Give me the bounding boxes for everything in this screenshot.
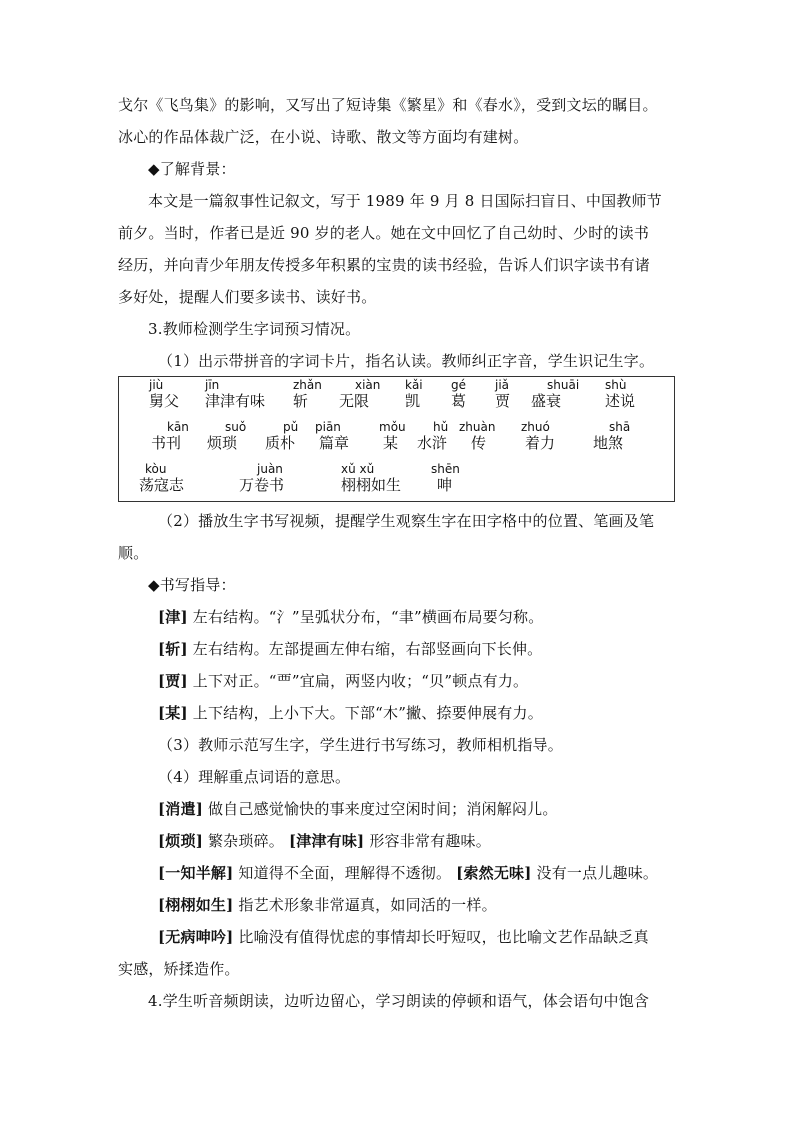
step-heading: 3.教师检测学生字词预习情况。: [148, 320, 361, 338]
word: 津津有味: [205, 392, 266, 410]
definition: [158, 926, 649, 948]
pinyin: pǔ: [283, 420, 299, 434]
word: 书刊: [151, 434, 182, 452]
word: 舅父: [149, 392, 180, 410]
word: 着力: [525, 434, 556, 452]
word-item: [149, 379, 179, 411]
pinyin: shēn: [431, 462, 460, 476]
pinyin: jiǎ: [495, 378, 510, 392]
tag: [贾]: [158, 672, 188, 690]
pinyin: zhuàn: [459, 420, 496, 434]
pinyin: suǒ: [225, 420, 247, 434]
word-item: [207, 421, 246, 453]
paragraph-line: 本文是一篇叙事性记叙文，写于 1989 年 9 月 8 日国际扫盲日、中国教师节: [148, 192, 662, 210]
definition: [158, 830, 491, 852]
paragraph-line: 戈尔《飞鸟集》的影响，又写出了短诗集《繁星》和《春水》，受到文坛的瞩目。: [118, 96, 658, 114]
term: [消遣]: [158, 800, 203, 818]
word: 水浒: [417, 434, 448, 452]
definition-text: 没有一点儿趣味。: [536, 864, 659, 882]
word-row: [119, 421, 674, 457]
word: 篇章: [319, 434, 350, 452]
paragraph-line: 多好处，提醒人们要多读书、读好书。: [118, 288, 377, 306]
pinyin: mǒu: [379, 420, 406, 434]
pinyin: jīn: [205, 378, 220, 392]
pinyin: shù: [605, 378, 627, 392]
term: [栩栩如生]: [158, 896, 234, 914]
definition-text: 做自己感觉愉快的事来度过空闲时间；消闲解闷儿。: [207, 800, 558, 818]
word-item: [531, 379, 579, 411]
term: [一知半解]: [158, 864, 234, 882]
word-item: [265, 421, 298, 453]
word-item: [605, 379, 635, 411]
pinyin: shuāi: [547, 378, 580, 392]
pinyin: zhuó: [521, 420, 550, 434]
word-item: [593, 421, 630, 453]
word: 斩: [293, 392, 309, 410]
step-item: （3）教师示范写生字，学生进行书写练习，教师相机指导。: [158, 736, 563, 754]
term: [津津有味]: [288, 832, 365, 850]
section-heading: ◆书写指导：: [148, 576, 236, 594]
step-item: （2）播放生字书写视频，提醒学生观察生字在田字格中的位置、笔画及笔: [158, 512, 655, 530]
word: 某: [383, 434, 399, 452]
word: 万卷书: [239, 476, 285, 494]
paragraph-line: 冰心的作品体裁广泛，在小说、诗歌、散文等方面均有建树。: [118, 128, 529, 146]
writing-tip: [158, 606, 543, 628]
word-row: [119, 379, 674, 415]
word-item: [459, 421, 495, 453]
term: [烦琐]: [158, 832, 203, 850]
word: 荡寇志: [139, 476, 185, 494]
step-item: （1）出示带拼音的字词卡片，指名认读。教师纠正字音，学生识记生字。: [158, 352, 655, 370]
word: 栩栩如生: [341, 476, 402, 494]
word-item: [495, 379, 510, 411]
word: 呻: [437, 476, 453, 494]
definition: [158, 798, 558, 820]
tip-text: 左右结构。左部提画左伸右缩，右部竖画向下长伸。: [192, 640, 543, 658]
term: [索然无味]: [456, 864, 532, 882]
pinyin: jiù: [149, 378, 164, 392]
word: 地煞: [593, 434, 624, 452]
tip-text: 上下结构，上小下大。下部“木”撇、捺要伸展有力。: [192, 704, 543, 722]
term: [无病呻吟]: [158, 928, 234, 946]
writing-tip: [158, 670, 528, 692]
word-item: [379, 421, 406, 453]
paragraph-line: 经历，并向青少年朋友传授多年积累的宝贵的读书经验，告诉人们识字读书有诸: [118, 256, 651, 274]
pinyin: shā: [609, 420, 631, 434]
word: 质朴: [265, 434, 296, 452]
word: 烦琐: [207, 434, 238, 452]
word-item: [293, 379, 322, 411]
step-heading: 4.学生听音频朗读，边听边留心，学习朗读的停顿和语气，体会语句中饱含: [148, 992, 650, 1010]
definition-text: 繁杂琐碎。: [207, 832, 284, 850]
definition-text: 指艺术形象非常逼真，如同活的一样。: [238, 896, 497, 914]
pinyin: zhǎn: [293, 378, 322, 392]
word-item: [341, 463, 401, 495]
pinyin: xǔ xǔ: [341, 462, 375, 476]
paragraph-line: 前夕。当时，作者已是近 90 岁的老人。她在文中回忆了自己幼时、少时的读书: [118, 224, 650, 242]
writing-tip: [158, 702, 543, 724]
step-item: （4）理解重点词语的意思。: [158, 768, 351, 786]
pinyin: juàn: [257, 462, 283, 476]
word-item: [431, 463, 460, 495]
pinyin: piān: [315, 420, 341, 434]
word-item: [151, 421, 189, 453]
definition-text: 知道得不全面，理解得不透彻。: [238, 864, 452, 882]
word: 无限: [339, 392, 370, 410]
word: 凯: [405, 392, 421, 410]
tag: [津]: [158, 608, 188, 626]
pinyin: kòu: [145, 462, 167, 476]
word-card: [118, 376, 675, 502]
word-item: [239, 463, 284, 495]
pinyin: kān: [167, 420, 189, 434]
tip-text: 上下对正。“覀”宜扁，两竖内收；“贝”顿点有力。: [192, 672, 529, 690]
section-heading: ◆了解背景：: [148, 160, 236, 178]
definition-text: 比喻没有值得忧虑的事情却长吁短叹，也比喻文艺作品缺乏真: [238, 928, 649, 946]
pinyin: xiàn: [355, 378, 381, 392]
word-item: [205, 379, 265, 411]
writing-tip: [158, 638, 542, 660]
paragraph-line: 实感，矫揉造作。: [118, 960, 240, 978]
pinyin: gé: [451, 378, 466, 392]
word: 述说: [605, 392, 636, 410]
definition-text: 形容非常有趣味。: [369, 832, 491, 850]
definition: [158, 894, 497, 916]
word-item: [405, 379, 423, 411]
paragraph-line: 顺。: [118, 544, 149, 562]
word: 传: [471, 434, 487, 452]
word-item: [339, 379, 380, 411]
tag: [斩]: [158, 640, 188, 658]
word-row: [119, 463, 674, 499]
pinyin: kǎi: [405, 378, 423, 392]
word-item: [451, 379, 466, 411]
word: 葛: [451, 392, 467, 410]
word-item: [139, 463, 184, 495]
definition: [158, 862, 658, 884]
word: 贾: [495, 392, 511, 410]
word-item: [315, 421, 349, 453]
tag: [某]: [158, 704, 188, 722]
word: 盛衰: [531, 392, 562, 410]
tip-text: 左右结构。“氵”呈弧状分布，“聿”横画布局要匀称。: [192, 608, 544, 626]
pinyin: hǔ: [433, 420, 449, 434]
word-item: [521, 421, 555, 453]
word-item: [417, 421, 448, 453]
